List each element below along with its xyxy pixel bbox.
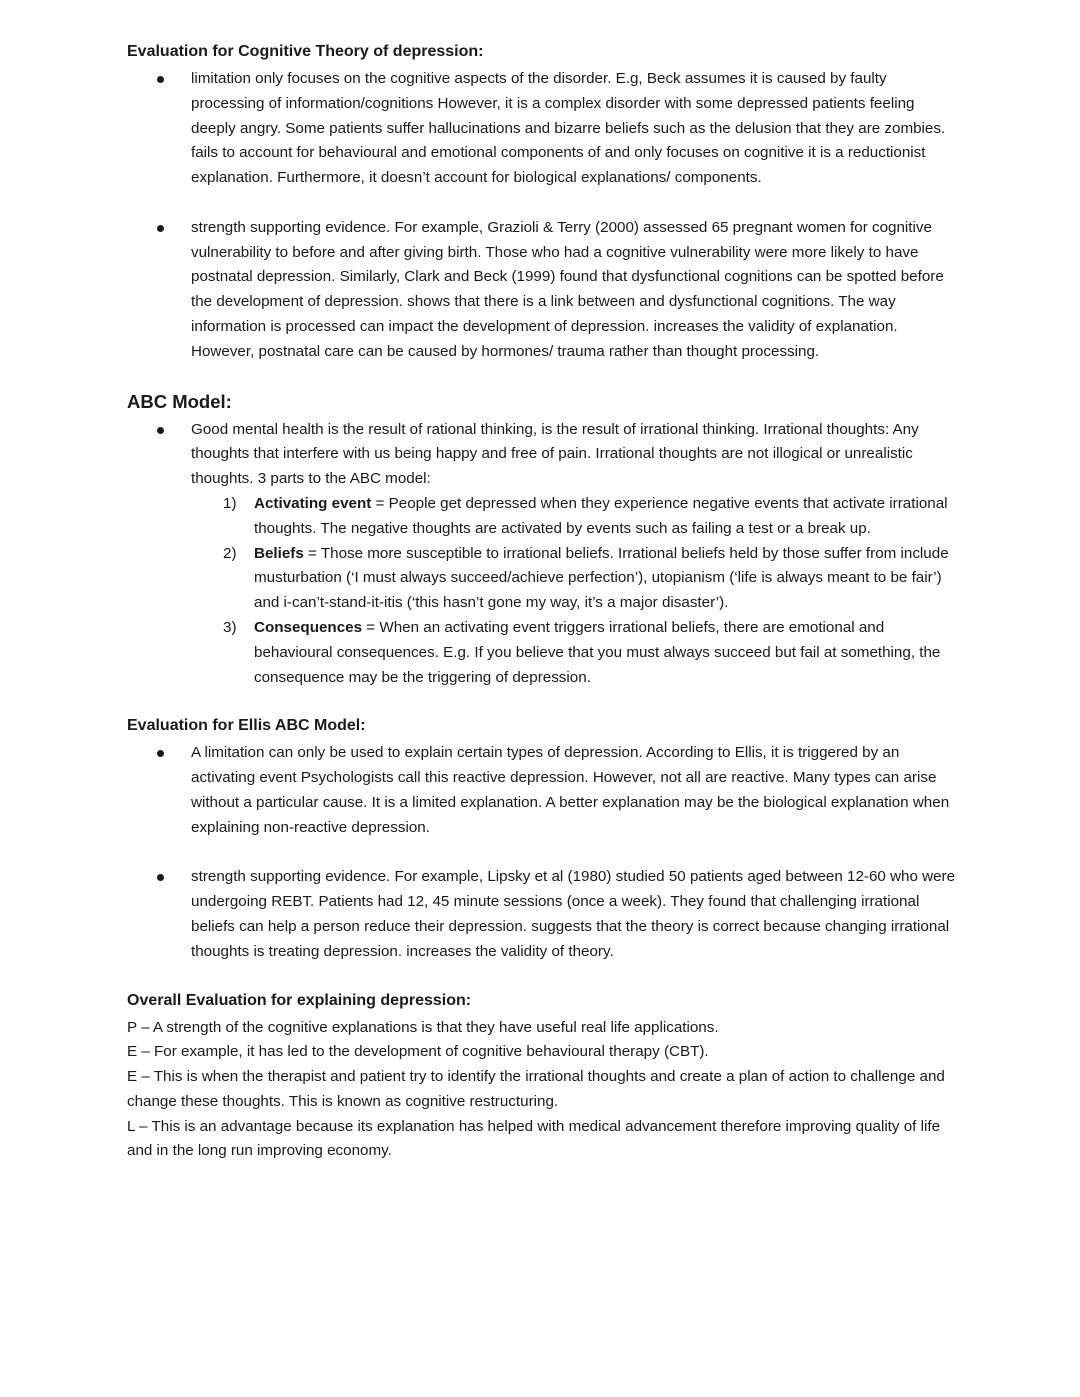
bullet-strength: strength supporting evidence. For example, Grazioli & Terry (2000) assessed 65 pregnant women for cognitive vulnerability to before and after giving birth. Those who had a cognitive vulnerability were more likely to have postnatal depression. Similarly, Clark and Beck (1999) found that dysfunctional cognitions can be spotted before the development of depression. shows that there is a link between and dysfunctional cognitions. The way information is processed can impact the development of depression. increases the validity of explanation. However, postnatal care can be caused by hormones/ trauma rather than thought processing. bbox=[127, 216, 957, 365]
peel-link: L – This is an advantage because its explanation has helped with medical advancement therefore improving quality of life and in the long run improving economy. bbox=[127, 1117, 941, 1160]
section-heading-abc-model: ABC Model: bbox=[127, 390, 232, 412]
abc-numbered-list bbox=[127, 492, 957, 690]
term-activating-event: Activating event bbox=[254, 494, 372, 512]
section-heading-overall-evaluation: Overall Evaluation for explaining depression: bbox=[127, 991, 472, 1009]
list-number: 2) bbox=[223, 544, 237, 562]
list-item-consequences bbox=[127, 616, 957, 690]
section-heading-cognitive-evaluation: Evaluation for Cognitive Theory of depression: bbox=[127, 43, 484, 60]
peel-point: P – A strength of the cognitive explanations is that they have useful real life applications. bbox=[127, 1018, 719, 1036]
peel-evidence: E – For example, it has led to the development of cognitive behavioural therapy (CBT). bbox=[127, 1043, 709, 1061]
term-beliefs: Beliefs bbox=[254, 544, 304, 562]
peel-paragraph bbox=[127, 1016, 957, 1165]
list-item-beliefs bbox=[127, 542, 957, 616]
bullet-limitation: limitation only focuses on the cognitive aspects of the disorder. E.g, Beck assumes it is caused by faulty processing of information/cognitions However, it is a complex disorder with some depressed patients feeling deeply angry. Some patients suffer hallucinations and bizarre beliefs such as the delusion that they are zombies. fails to account for behavioural and emotional components of and only focuses on cognitive it is a reductionist explanation. Furthermore, it doesn’t account for biological explanations/ components. bbox=[127, 67, 957, 191]
item-text: = People get depressed when they experience negative events that activate irrational thoughts. The negative thoughts are activated by events such as failing a test or a break up. bbox=[254, 494, 948, 537]
item-text: = Those more susceptible to irrational beliefs. Irrational beliefs held by those suffer from include musturbation (‘I must always succeed/achieve perfection’), utopianism (‘life is always meant to be fair’) and i-can’t-stand-it-itis (‘this hasn’t gone my way, it’s a major disaster’). bbox=[254, 544, 949, 612]
bullet-abc-intro: Good mental health is the result of rational thinking, is the result of irrational thinking. Irrational thoughts: Any thoughts that interfere with us being happy and free of pain. Irrational thoughts are not illogical or unrealistic thoughts. 3 parts to the ABC model: bbox=[127, 418, 957, 492]
list-item-activating-event bbox=[127, 492, 957, 542]
bullet-ellis-limitation: A limitation can only be used to explain certain types of depression. According to Ellis, it is triggered by an activating event Psychologists call this reactive depression. However, not all are reactive. Many types can arise without a particular cause. It is a limited explanation. A better explanation may be the biological explanation when explaining non-reactive depression. bbox=[127, 741, 957, 840]
term-consequences: Consequences bbox=[254, 618, 363, 636]
list-number: 1) bbox=[223, 494, 237, 512]
list-number: 3) bbox=[223, 618, 237, 636]
bullet-ellis-strength: strength supporting evidence. For example, Lipsky et al (1980) studied 50 patients aged between 12-60 who were undergoing REBT. Patients had 12, 45 minute sessions (once a week). They found that challenging irrational beliefs can help a person reduce their depression. suggests that the theory is correct because changing irrational thoughts is treating depression. increases the validity of theory. bbox=[127, 865, 957, 964]
item-text: = When an activating event triggers irrational beliefs, there are emotional and behavioural consequences. E.g. If you believe that you must always succeed but fail at something, the consequence may be the triggering of depression. bbox=[254, 618, 941, 686]
peel-explanation: E – This is when the therapist and patient try to identify the irrational thoughts and create a plan of action to challenge and change these thoughts. This is known as cognitive restructuring. bbox=[127, 1068, 945, 1110]
document-page bbox=[127, 40, 957, 1164]
section-heading-ellis-evaluation: Evaluation for Ellis ABC Model: bbox=[127, 717, 366, 735]
